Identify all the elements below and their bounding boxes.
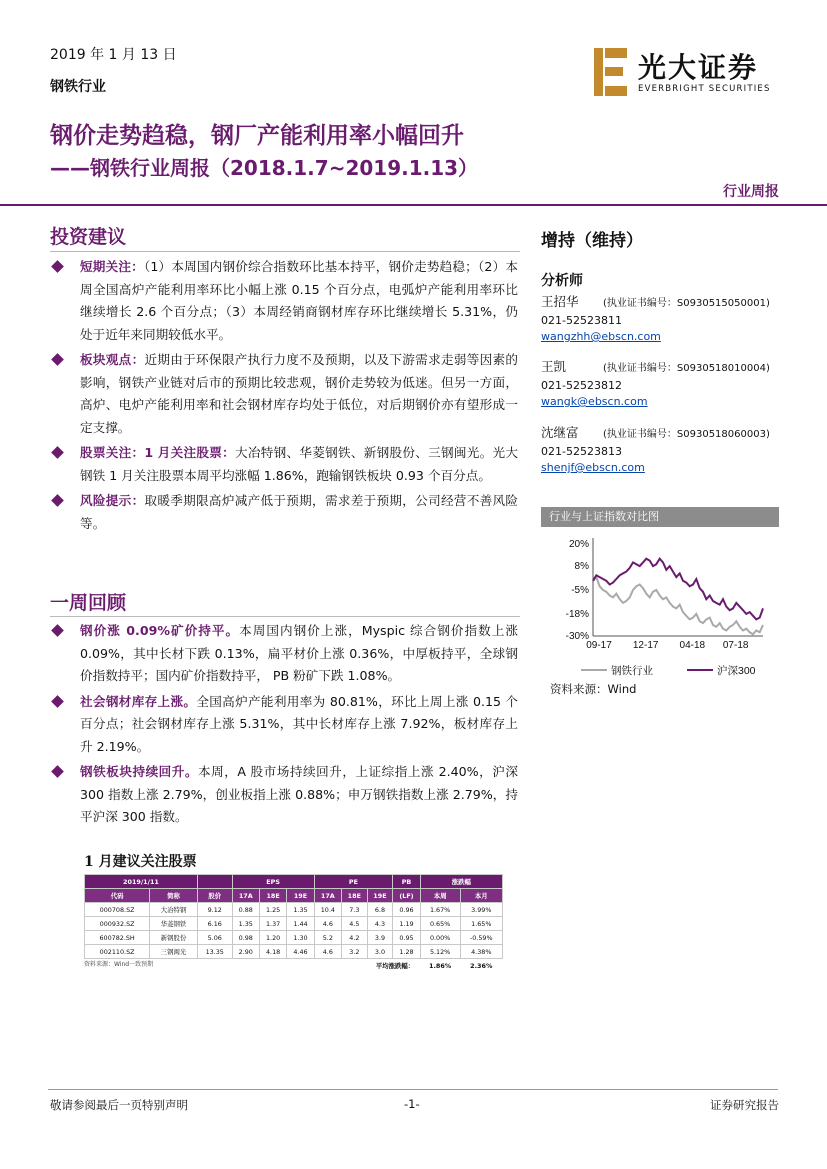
bullet-text: 本周国内钢价上涨，Myspic 综合钢价指数上涨 0.09%，其中长材下跌 0.13%，扁平材价上涨 0.36%，中厚板持平，全球钢价指数持平；国内矿价指数持平， PB 粉矿下跌 1.08%。 [80, 623, 518, 683]
report-type: 行业周报 [723, 184, 779, 200]
review-bullet-inventory [50, 691, 518, 759]
review-bullet-sector [50, 761, 518, 829]
table-cell: 0.95 [393, 931, 420, 945]
industry-label: 钢铁行业 [50, 79, 106, 95]
table-header-cell: 2019/1/11 [85, 875, 198, 889]
table-cell: 0.00% [420, 931, 460, 945]
table-header-cell: 17A [314, 889, 341, 903]
table-cell: 1.35 [232, 917, 259, 931]
table-row [85, 903, 503, 917]
footer-disclaimer: 敬请参阅最后一页特别声明 [50, 1098, 188, 1112]
page-number: -1- [404, 1097, 420, 1111]
table-cell: 0.98 [232, 931, 259, 945]
table-cell: 9.12 [197, 903, 232, 917]
analyst-email-link[interactable]: shenjf@ebscn.com [541, 461, 645, 474]
x-tick-label: 07-18 [722, 640, 749, 651]
invest-bullet-risk [50, 490, 518, 535]
table-cell: 华菱钢铁 [150, 917, 198, 931]
analyst-name: 王凯 [541, 359, 567, 374]
report-subtitle: ——钢铁行业周报（2018.1.7~2019.1.13） [50, 156, 479, 180]
table-cell: -0.59% [460, 931, 502, 945]
table-cell: 10.4 [314, 903, 341, 917]
diamond-bullet-icon [51, 765, 64, 778]
analyst-phone: 021-52523812 [541, 378, 622, 392]
bullet-text: 近期由于环保限产执行力度不及预期，以及下游需求走弱等因素的影响，钢铁产业链对后市的预期比较悲观，钢价走势较为低迷。但另一方面，高炉、电炉产能利用率和社会钢材库存均处于低位，对后期钢价亦有望形成一定支撑。 [80, 352, 519, 435]
bullet-heading: 股票关注：1 月关注股票： [80, 445, 236, 460]
analyst-email-link[interactable]: wangk@ebscn.com [541, 395, 648, 408]
diamond-bullet-icon [51, 260, 64, 273]
diamond-bullet-icon [51, 695, 64, 708]
table-cell: 1.37 [259, 917, 286, 931]
table-cell: 4.6 [314, 945, 341, 959]
invest-bullet-stocks [50, 442, 518, 487]
table-cell: 4.3 [367, 917, 393, 931]
table-cell: 0.96 [393, 903, 420, 917]
analyst-license: (执业证书编号：S0930518060003) [603, 429, 770, 440]
table-header-cell: 17A [232, 889, 259, 903]
bullet-text: 本周，A 股市场持续回升，上证综指上涨 2.40%，沪深 300 指数上涨 2.79%，创业板指上涨 0.88%；申万钢铁指数上涨 2.79%，持平沪深 300 指数。 [80, 764, 518, 824]
table-source: 资料来源：Wind一致预期 [84, 961, 154, 968]
rating-label: 增持（维持） [541, 231, 643, 251]
table-cell: 1.35 [287, 903, 314, 917]
bullet-heading: 风险提示： [80, 493, 145, 508]
table-cell: 1.44 [287, 917, 314, 931]
analyst-phone: 021-52523813 [541, 444, 622, 458]
bullet-heading: 板块观点： [80, 352, 145, 367]
invest-bullets [50, 256, 518, 538]
logo-text-cn: 光大证券 [638, 51, 759, 84]
table-cell: 5.06 [197, 931, 232, 945]
table-cell: 4.6 [314, 917, 341, 931]
bullet-heading: 钢铁板块持续回升。 [80, 764, 199, 779]
recommended-stocks-table [84, 874, 503, 973]
chart-source: 资料来源：Wind [550, 682, 637, 696]
logo-text-en: EVERBRIGHT SECURITIES [638, 84, 771, 94]
analyst-card [541, 425, 781, 477]
table-cell: 4.5 [342, 917, 368, 931]
y-tick-label: -30% [565, 631, 589, 642]
table-header-row [85, 875, 503, 889]
company-logo [592, 46, 782, 98]
analyst-card [541, 359, 781, 411]
report-title: 钢价走势趋稳，钢厂产能利用率小幅回升 [50, 123, 464, 149]
table-header-cell: 代码 [85, 889, 150, 903]
table-cell: 6.16 [197, 917, 232, 931]
analyst-license: (执业证书编号：S0930515050001) [603, 298, 770, 309]
footer-report-label: 证券研究报告 [710, 1098, 779, 1112]
table-cell: 3.0 [367, 945, 393, 959]
header-divider [0, 204, 827, 206]
analyst-card [541, 294, 781, 346]
series-line-1 [593, 559, 763, 620]
table-cell: 1.25 [259, 903, 286, 917]
table-header-cell: 19E [287, 889, 314, 903]
bullet-text: （1）本周国内钢价综合指数环比基本持平，钢价走势趋稳；（2）本周全国高炉产能利用率环比小幅上涨 0.15 个百分点，电弧炉产能利用率环比继续增长 2.6 个百分点；（3）本周经销商钢材库存环比继续增长 5.31%，仍处于近年来同期较低水平。 [80, 259, 518, 342]
table-cell: 4.46 [287, 945, 314, 959]
legend-label: 钢铁行业 [611, 665, 653, 677]
table-row [85, 931, 503, 945]
table-cell: 1.65% [460, 917, 502, 931]
average-month: 2.36% [470, 961, 493, 970]
table-cell: 1.67% [420, 903, 460, 917]
table-cell: 1.28 [393, 945, 420, 959]
table-header-cell: PB [393, 875, 420, 889]
table-cell: 2.90 [232, 945, 259, 959]
review-section-title: 一周回顾 [50, 592, 127, 614]
stocks-table-title: 1 月建议关注股票 [84, 854, 197, 870]
table-cell: 13.35 [197, 945, 232, 959]
legend-label: 沪深300 [717, 665, 756, 677]
chart-title-bar: 行业与上证指数对比图 [541, 507, 779, 527]
table-header-cell: 股价 [197, 889, 232, 903]
table-subheader-row [85, 889, 503, 903]
footer-divider [48, 1089, 778, 1090]
table-header-cell: 本月 [460, 889, 502, 903]
analyst-phone: 021-52523811 [541, 313, 622, 327]
y-tick-label: -5% [571, 585, 589, 596]
table-cell: 3.9 [367, 931, 393, 945]
logo-mark-icon [592, 46, 630, 98]
invest-section-divider [50, 251, 520, 252]
bullet-text: 取暖季期限高炉减产低于预期，需求差于预期，公司经营不善风险等。 [80, 493, 519, 531]
table-header-cell: (LF) [393, 889, 420, 903]
table-cell: 3.99% [460, 903, 502, 917]
analyst-name: 沈继富 [541, 425, 579, 440]
review-bullet-prices [50, 620, 518, 688]
table-cell: 3.2 [342, 945, 368, 959]
table-cell: 1.20 [259, 931, 286, 945]
bullet-text: 大冶特钢、华菱钢铁、新钢股份、三钢闽光。光大钢铁 1 月关注股票本周平均涨幅 1.86%，跑输钢铁板块 0.93 个百分点。 [80, 445, 518, 483]
bullet-heading: 钢价涨 0.09%矿价持平。 [80, 623, 240, 638]
diamond-bullet-icon [51, 353, 64, 366]
table-header-cell: 19E [367, 889, 393, 903]
x-tick-label: 04-18 [679, 640, 706, 651]
table-cell: 0.65% [420, 917, 460, 931]
review-bullets [50, 620, 518, 832]
table-cell: 5.12% [420, 945, 460, 959]
table-cell: 0.88 [232, 903, 259, 917]
bullet-heading: 社会钢材库存上涨。 [80, 693, 197, 709]
table-cell: 4.38% [460, 945, 502, 959]
bullet-heading: 短期关注： [80, 259, 144, 274]
table-cell: 5.2 [314, 931, 341, 945]
invest-section-title: 投资建议 [50, 226, 127, 248]
table-cell: 1.30 [287, 931, 314, 945]
table-cell: 三钢闽光 [150, 945, 198, 959]
y-tick-label: 8% [574, 561, 589, 573]
table-header-cell: 18E [259, 889, 286, 903]
table-header-cell: 本周 [420, 889, 460, 903]
table-header-cell: 18E [342, 889, 368, 903]
table-cell: 新钢股份 [150, 931, 198, 945]
analyst-email-link[interactable]: wangzhh@ebscn.com [541, 330, 661, 343]
table-header-cell [197, 875, 232, 889]
invest-bullet-sector-view [50, 349, 518, 439]
y-tick-label: -18% [565, 608, 589, 620]
average-label: 平均涨跌幅： [375, 962, 415, 971]
table-cell: 000708.SZ [85, 903, 150, 917]
bullet-text: 全国高炉产能利用率为 80.81%，环比上周上涨 0.15 个百分点；社会钢材库存上涨 5.31%，其中长材库存上涨 7.92%，板材库存上升 2.19%。 [80, 693, 518, 754]
table-header-cell: 涨跌幅 [420, 875, 502, 889]
diamond-bullet-icon [51, 624, 64, 637]
y-tick-label: 20% [568, 539, 589, 550]
table-cell: 1.19 [393, 917, 420, 931]
analyst-name: 王招华 [541, 294, 579, 309]
table-header-cell: EPS [232, 875, 314, 889]
table-cell: 000932.SZ [85, 917, 150, 931]
table-cell: 4.18 [259, 945, 286, 959]
diamond-bullet-icon [51, 494, 64, 507]
table-cell: 6.8 [367, 903, 393, 917]
table-row [85, 945, 503, 959]
index-comparison-chart [541, 530, 779, 678]
x-tick-label: 12-17 [632, 640, 659, 651]
table-row [85, 917, 503, 931]
table-cell: 7.3 [342, 903, 368, 917]
table-cell: 600782.SH [85, 931, 150, 945]
review-section-divider [50, 616, 520, 617]
analyst-license: (执业证书编号：S0930518010004) [603, 363, 770, 374]
x-tick-label: 09-17 [586, 640, 612, 651]
table-cell: 4.2 [342, 931, 368, 945]
average-week: 1.86% [429, 961, 452, 970]
table-cell: 002110.SZ [85, 945, 150, 959]
invest-bullet-short-term [50, 256, 518, 346]
report-date: 2019 年 1 月 13 日 [50, 47, 177, 63]
table-header-cell: PE [314, 875, 393, 889]
table-header-cell: 简称 [150, 889, 198, 903]
table-cell: 大冶特钢 [150, 903, 198, 917]
diamond-bullet-icon [51, 446, 64, 459]
analyst-heading: 分析师 [541, 273, 583, 289]
